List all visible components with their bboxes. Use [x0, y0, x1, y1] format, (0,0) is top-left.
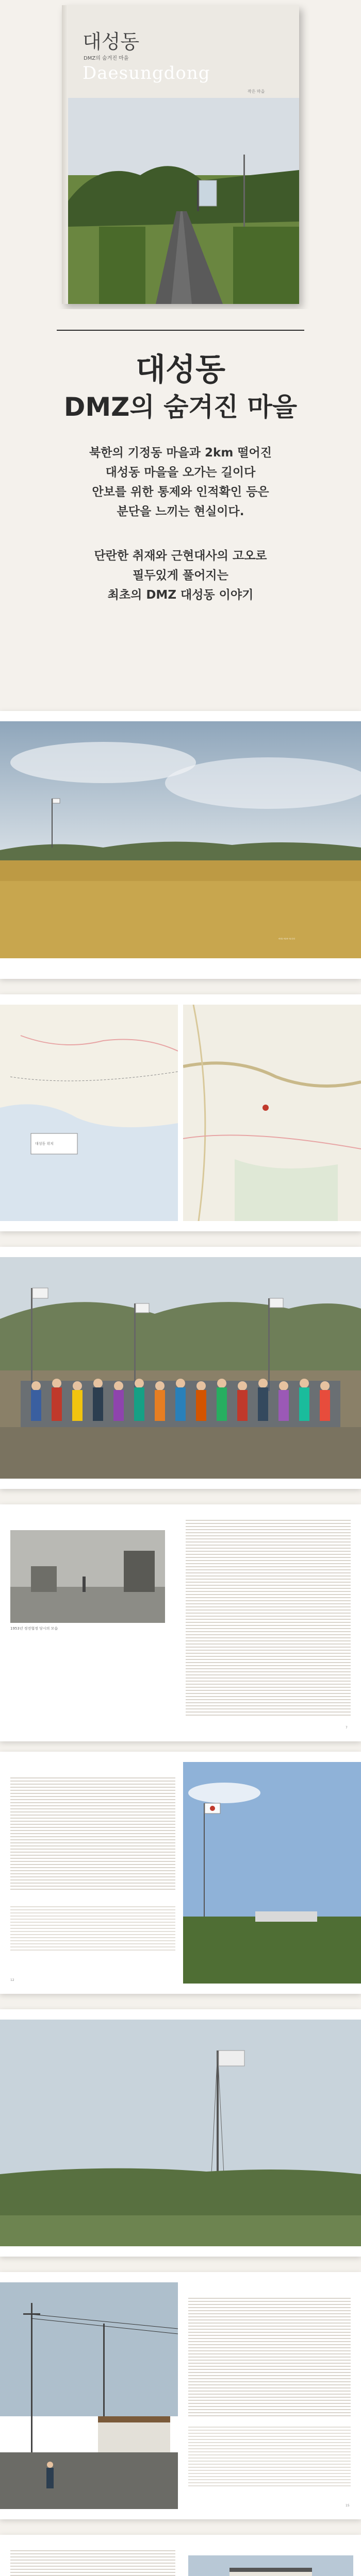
text-col-right	[186, 1520, 351, 1716]
spread-2	[0, 994, 361, 1231]
page-number: 12	[10, 1978, 14, 1982]
text-col-left-2	[10, 1906, 175, 1953]
intro-section	[0, 309, 361, 659]
village-road-photo	[0, 2282, 178, 2509]
jsa-photo	[188, 2555, 353, 2576]
spread-5	[0, 1752, 361, 1994]
book-title-en: Daesungdong	[83, 63, 210, 83]
intro-line: 필두있게 풀어지는	[133, 569, 228, 582]
book-cover	[62, 5, 299, 304]
book-subtitle: DMZ의 숨겨진 마을	[84, 56, 129, 61]
intro-heading-2: DMZ의 숨겨진 마을	[63, 392, 298, 422]
photo-caption-1: 1953년 정전협정 당시의 모습	[10, 1626, 58, 1631]
intro-line: 단란한 취재와 근현대사의 고오로	[94, 549, 267, 563]
group-photo	[0, 1257, 361, 1479]
flag-tower-photo	[183, 1762, 361, 1984]
cover-section	[0, 0, 361, 309]
intro-line: 분단을 느끼는 현실이다.	[117, 505, 244, 518]
intro-line: 안보를 위한 통제와 인적확인 등은	[92, 485, 269, 499]
map-left	[0, 1005, 178, 1221]
page-number: 15	[346, 2504, 350, 2507]
spread-3	[0, 1247, 361, 1489]
tower-photo	[0, 2020, 361, 2246]
text-col-right-2	[188, 2427, 351, 2488]
book-spine	[62, 5, 68, 304]
text-col-left	[10, 1777, 175, 1891]
intro-line: 북한의 기정동 마을과 2km 떨어진	[89, 446, 272, 460]
map-right	[183, 1005, 361, 1221]
spread-1-caption: 대성동 마을의 가을 들녘	[278, 938, 295, 940]
spread-7	[0, 2272, 361, 2519]
book-title: 대성동	[83, 30, 140, 53]
intro-line: 대성동 마을을 오가는 길이다	[105, 466, 256, 479]
historical-photo	[10, 1530, 165, 1623]
book-small-label: 작은 마을	[248, 89, 265, 94]
spread-8	[0, 2535, 361, 2576]
intro-para-2	[0, 546, 361, 605]
intro-heading-1: 대성동	[136, 352, 225, 388]
cover-photo	[68, 98, 299, 304]
intro-rule	[57, 330, 304, 331]
map-caption: 대성동 위치	[35, 1142, 54, 1146]
text-col-right	[188, 2298, 351, 2416]
rice-field-photo	[0, 721, 361, 958]
page-number: 7	[346, 1726, 348, 1730]
text-col-left	[10, 2550, 175, 2576]
spread-6	[0, 2009, 361, 2257]
spread-4	[0, 1504, 361, 1741]
spread-1	[0, 711, 361, 979]
intro-line: 최초의 DMZ 대성동 이야기	[107, 588, 254, 602]
intro-para-1	[0, 443, 361, 521]
